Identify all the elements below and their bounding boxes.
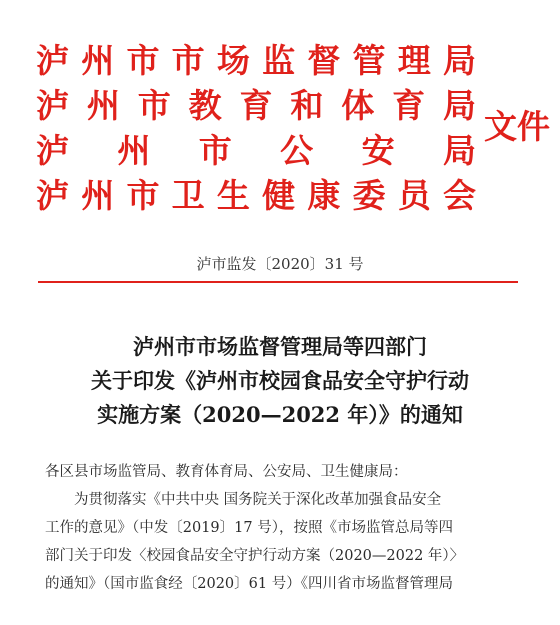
body-line: 工作的意见》（中发〔2019〕17 号），按照《市场监管总局等四 <box>45 520 453 536</box>
salutation: 各区县市场监管局、教育体育局、公安局、卫生健康局： <box>45 464 408 480</box>
document-number: 泸市监发〔2020〕31 号 <box>196 255 364 273</box>
issuing-agencies <box>36 38 476 218</box>
title-line: 关于印发《泸州市校园食品安全守护行动 <box>91 368 469 393</box>
document-body <box>45 458 515 598</box>
document-title <box>0 330 560 432</box>
body-line: 部门关于印发〈校园食品安全守护行动方案（2020—2022 年）〉 <box>45 548 465 564</box>
document-header <box>36 38 556 220</box>
body-line: 为贯彻落实《中共中央 国务院关于深化改革加强食品安全 <box>74 492 442 508</box>
document-type-label: 文件 <box>484 107 550 146</box>
title-line: 实施方案（2020—2022 年）》的通知 <box>97 402 463 427</box>
body-line: 的通知》（国市监食经〔2020〕61 号）《四川省市场监督管理局 <box>45 576 453 592</box>
title-line: 泸州市市场监督管理局等四部门 <box>133 334 427 359</box>
agency-name: 泸 州 市 公 安 局 <box>36 131 476 170</box>
agency-name: 泸 州 市 教 育 和 体 育 局 <box>36 86 476 125</box>
agency-name: 泸 州 市 卫 生 健 康 委 员 会 <box>36 176 476 215</box>
agency-name: 泸 州 市 市 场 监 督 管 理 局 <box>36 41 476 80</box>
red-divider-line <box>38 281 518 283</box>
